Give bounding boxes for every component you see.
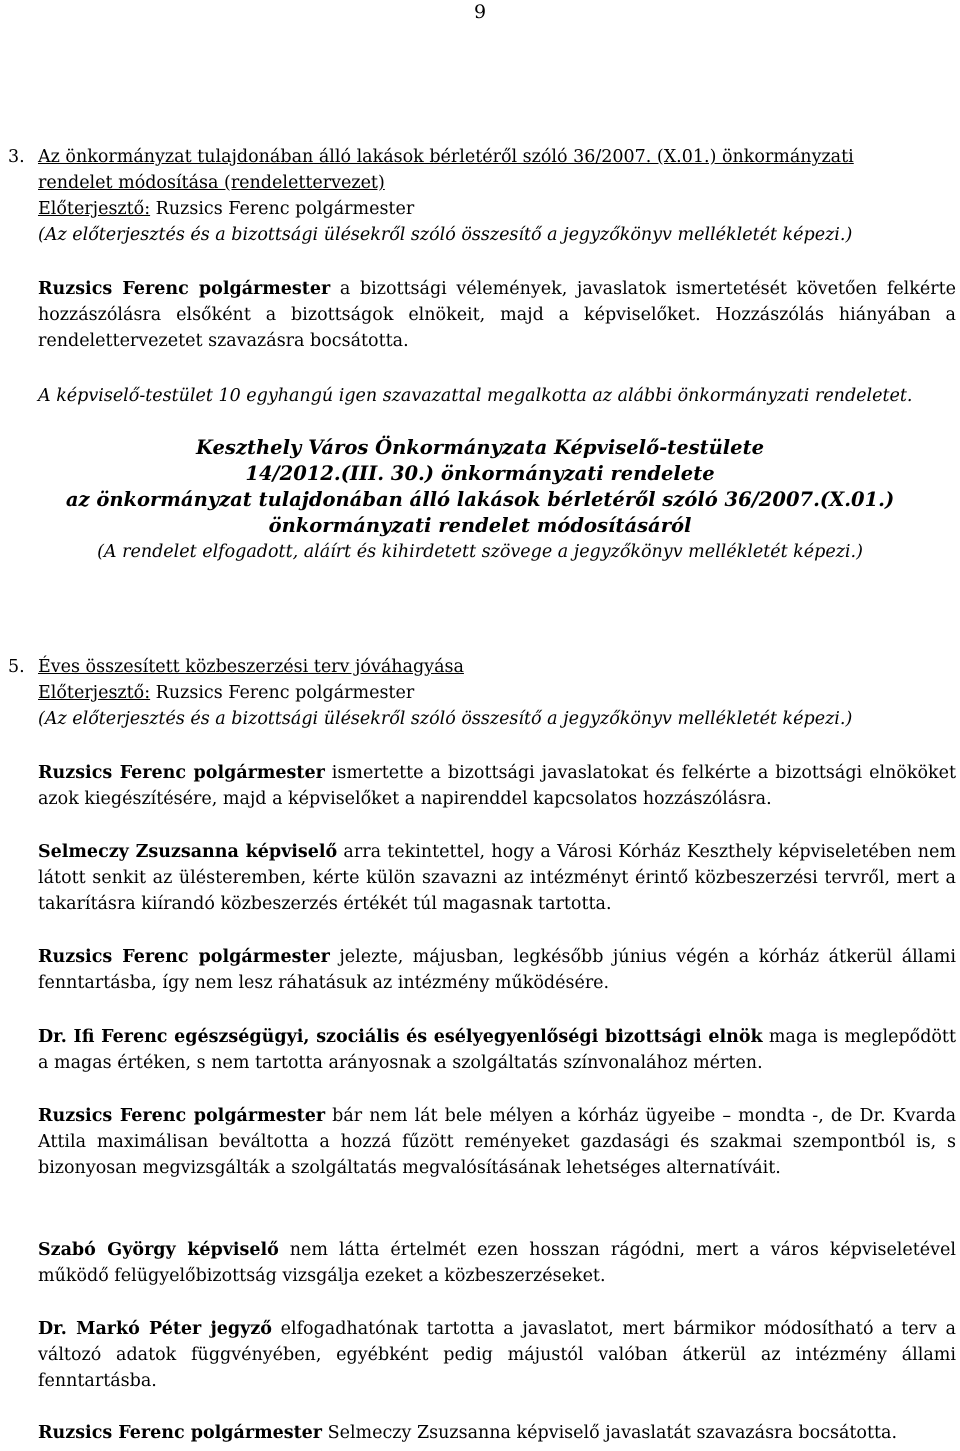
item-title-line2: rendelet módosítása (rendelettervezet) — [38, 173, 385, 193]
decree-title — [0, 435, 960, 565]
paragraph-text: Selmeczy Zsuzsanna képviselő javaslatát szavazásra bocsátotta. — [322, 1423, 898, 1443]
vote-text: A képviselő-testület 10 egyhangú igen szavazattal megalkotta az alábbi önkormányzati rendeletet. — [38, 386, 913, 406]
decree-line-4: önkormányzati rendelet módosításáról — [268, 514, 692, 537]
presenter-name: Ruzsics Ferenc polgármester — [150, 199, 415, 219]
paragraph-text: bár nem lát bele mélyen a kórház ügyeibe – mondta -, de Dr. Kvarda Attila maximálisan beváltotta a hozzá fűzött reményeket gazdasági és szakmai szempontból is, s bizonyosan megvizsgálták a szolgáltatás megvalósításának lehetséges alternatíváit. — [38, 1106, 956, 1178]
agenda-item-5 — [8, 654, 956, 732]
decree-line-1: Keszthely Város Önkormányzata Képviselő-testülete — [196, 436, 764, 459]
presenter-name: Ruzsics Ferenc polgármester — [150, 683, 415, 703]
paragraph — [38, 1420, 956, 1446]
agenda-item-3 — [8, 144, 956, 248]
speaker-name: Ruzsics Ferenc polgármester — [38, 1106, 326, 1126]
speaker-name: Ruzsics Ferenc polgármester — [38, 763, 325, 783]
paragraph-text: jelezte, májusban, legkésőbb június végén a kórház átkerül állami fenntartásba, így nem lesz ráhatásuk az intézmény működésére. — [38, 947, 956, 993]
decree-line-3: az önkormányzat tulajdonában álló lakások bérletéről szóló 36/2007.(X.01.) — [65, 488, 895, 511]
vote-result — [38, 383, 956, 409]
item-title: Éves összesített közbeszerzési terv jóváhagyása — [38, 657, 464, 677]
presenter-label: Előterjesztő: — [38, 683, 151, 703]
speaker-name: Selmeczy Zsuzsanna képviselő — [38, 842, 338, 862]
paragraph — [38, 1103, 956, 1181]
paragraph — [38, 1316, 956, 1394]
speaker-name: Ruzsics Ferenc polgármester — [38, 1423, 323, 1443]
attachment-note: (Az előterjesztés és a bizottsági ülésekről szóló összesítő a jegyzőkönyv mellékletét képezi.) — [38, 709, 853, 729]
item-title-line1: Az önkormányzat tulajdonában álló lakások bérletéről szóló 36/2007. (X.01.) önkormányzati — [38, 147, 854, 167]
decree-line-2: 14/2012.(III. 30.) önkormányzati rendelete — [245, 462, 715, 485]
page-number: 9 — [473, 1, 487, 23]
speaker-name: Ruzsics Ferenc polgármester — [38, 947, 330, 967]
speaker-name: Ruzsics Ferenc polgármester — [38, 279, 331, 299]
paragraph — [38, 839, 956, 917]
paragraph-text: elfogadhatónak tartotta a javaslatot, mert bármikor módosítható a terv a változó adatok függvényében, egyébként pedig májustól valóban átkerül az intézmény állami fenntartásba. — [38, 1319, 956, 1391]
paragraph-text: a bizottsági vélemények, javaslatok ismertetését követően felkérte hozzászólásra elsőként a bizottságok elnökeit, majd a képviselőket. Hozzászólás hiányában a rendelettervezetet szavazásra bocsátotta. — [38, 279, 956, 351]
paragraph-text: nem látta értelmét ezen hosszan rágódni, mert a város képviseletével működő felügyelőbizottság vizsgálja ezeket a közbeszerzéseket. — [38, 1240, 956, 1286]
speaker-name: Dr. Ifi Ferenc egészségügyi, szociális és esélyegyenlőségi bizottsági elnök — [38, 1027, 763, 1047]
item-number: 5. — [8, 657, 25, 677]
speaker-name: Szabó György képviselő — [38, 1240, 279, 1260]
paragraph — [38, 760, 956, 812]
presenter-label: Előterjesztő: — [38, 199, 151, 219]
paragraph — [38, 1024, 956, 1076]
paragraph-text: maga is meglepődött a magas értéken, s nem tartotta arányosnak a szolgáltatás színvonalához mérten. — [38, 1027, 956, 1073]
presenter-line — [38, 680, 956, 706]
paragraph-text: ismertette a bizottsági javaslatokat és felkérte a bizottsági elnököket azok kiegészítésére, majd a képviselőket a napirenddel kapcsolatos hozzászólásra. — [38, 763, 956, 809]
paragraph — [38, 944, 956, 996]
speaker-name: Dr. Markó Péter jegyző — [38, 1319, 272, 1339]
decree-note: (A rendelet elfogadott, aláírt és kihirdetett szövege a jegyzőkönyv mellékletét képezi.) — [97, 542, 863, 562]
paragraph — [38, 1237, 956, 1289]
attachment-note: (Az előterjesztés és a bizottsági ülésekről szóló összesítő a jegyzőkönyv mellékletét képezi.) — [38, 225, 853, 245]
presenter-line — [38, 196, 956, 222]
paragraph-text: arra tekintettel, hogy a Városi Kórház Keszthely képviseletében nem látott senkit az ülésteremben, kérte külön szavazni az intézményt érintő közbeszerzési tervről, mert a takarításra kiírandó közbeszerzés értékét túl magasnak tartotta. — [38, 842, 956, 914]
paragraph — [38, 276, 956, 354]
item-number: 3. — [8, 147, 25, 167]
